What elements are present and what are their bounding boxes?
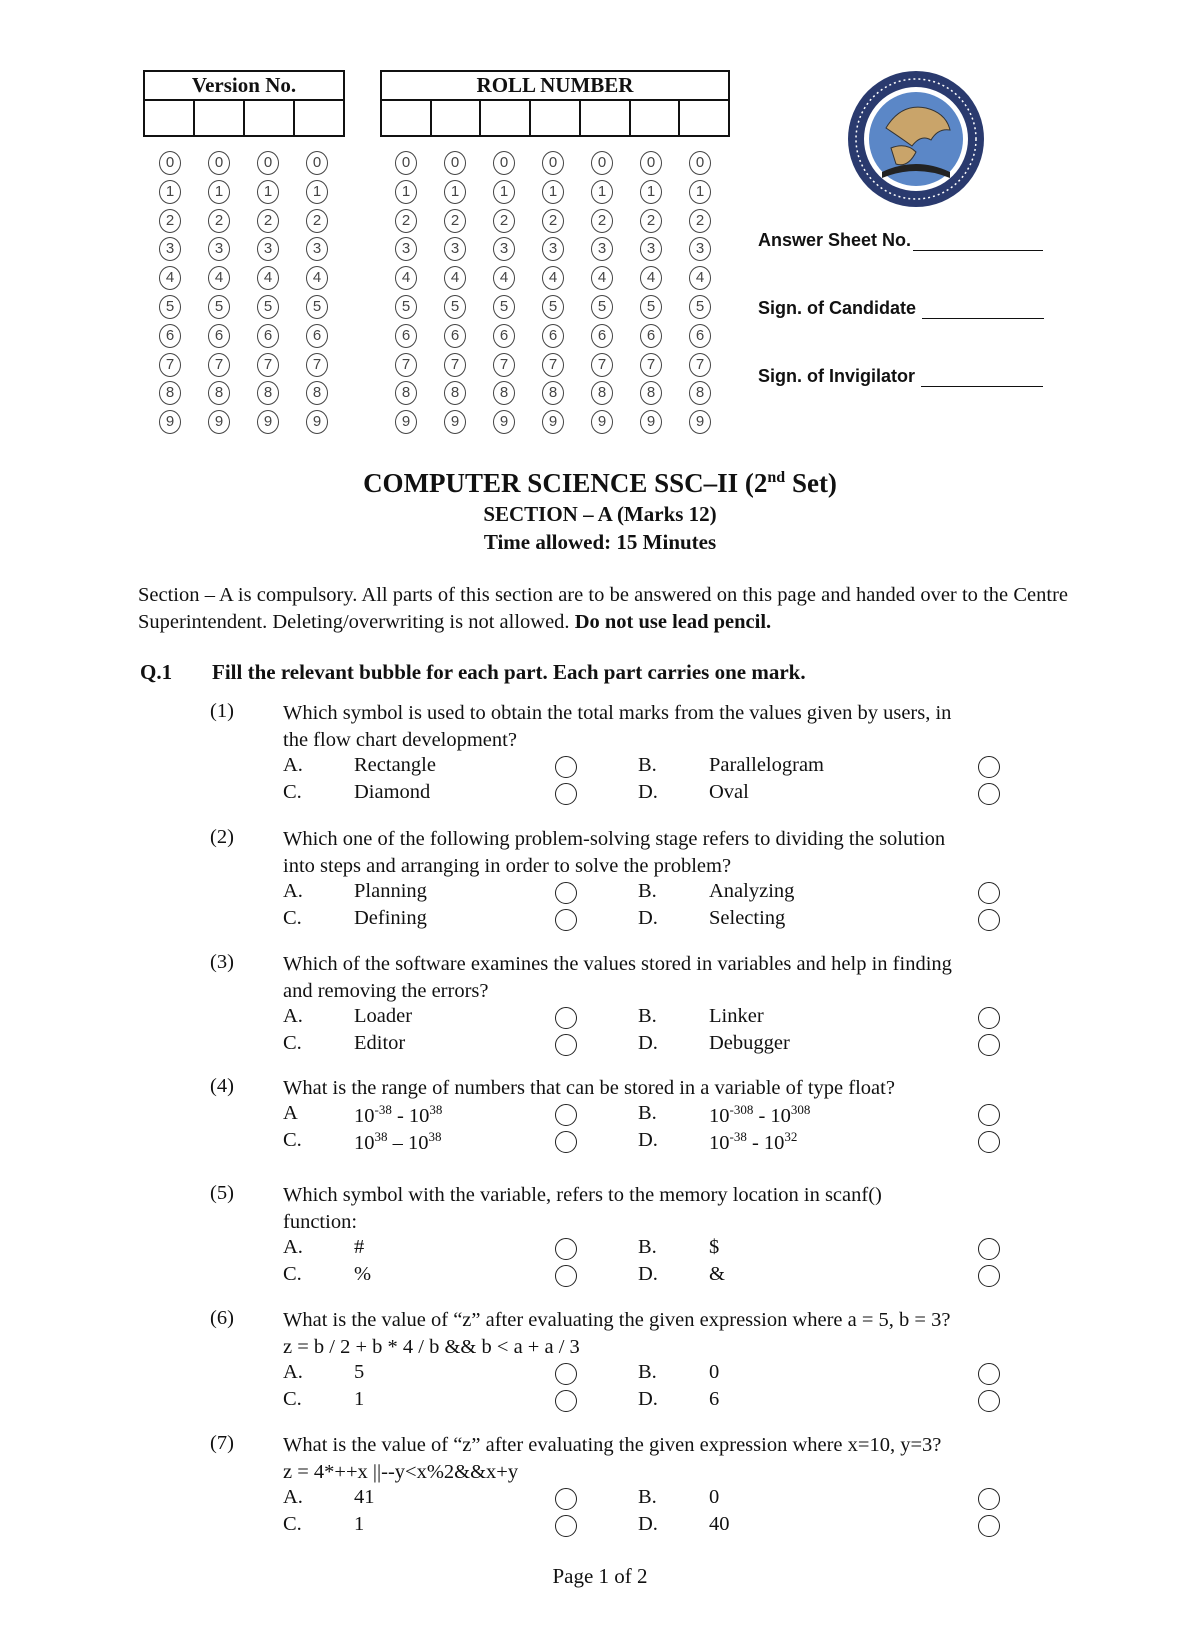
question-text: Which symbol with the variable, refers to the memory location in scanf()	[283, 1184, 882, 1206]
digit-bubble[interactable]: 1	[257, 180, 279, 204]
option-a-bubble[interactable]	[555, 1104, 577, 1126]
option-a-bubble[interactable]	[555, 1007, 577, 1029]
option-a-letter: A.	[283, 754, 303, 776]
digit-bubble[interactable]: 5	[306, 295, 328, 319]
digit-bubble[interactable]: 9	[444, 410, 466, 434]
digit-bubble[interactable]: 9	[689, 410, 711, 434]
question-text: Which one of the following problem-solving stage refers to dividing the solution	[283, 828, 946, 850]
digit-bubble[interactable]: 1	[493, 180, 515, 204]
question-part-number: (1)	[210, 700, 234, 722]
digit-bubble[interactable]: 4	[395, 266, 417, 290]
question-instruction: Fill the relevant bubble for each part. Each part carries one mark.	[212, 660, 806, 684]
digit-bubble[interactable]: 5	[689, 295, 711, 319]
question-part-number: (4)	[210, 1075, 234, 1097]
option-c-letter: C.	[283, 1513, 302, 1535]
option-d-text: Selecting	[709, 907, 786, 929]
option-c-letter: C.	[283, 1263, 302, 1285]
digit-bubble[interactable]: 7	[257, 353, 279, 377]
digit-bubble[interactable]: 0	[640, 151, 662, 175]
version-bubble-column	[157, 151, 183, 439]
digit-bubble[interactable]: 4	[208, 266, 230, 290]
digit-bubble[interactable]: 4	[444, 266, 466, 290]
option-b-letter: B.	[638, 1486, 657, 1508]
digit-bubble[interactable]: 1	[591, 180, 613, 204]
digit-bubble[interactable]: 4	[306, 266, 328, 290]
roll-bubble-column	[393, 151, 419, 439]
board-logo	[846, 68, 986, 210]
digit-bubble[interactable]: 5	[542, 295, 564, 319]
digit-bubble[interactable]: 2	[493, 209, 515, 233]
question-text: What is the value of “z” after evaluating the given expression where a = 5, b = 3?	[283, 1309, 951, 1331]
roll-bubble-column	[442, 151, 468, 439]
digit-bubble[interactable]: 0	[591, 151, 613, 175]
digit-bubble[interactable]: 7	[591, 353, 613, 377]
digit-bubble[interactable]: 9	[591, 410, 613, 434]
option-c-text: 1	[354, 1388, 365, 1410]
roll-digit-cell[interactable]	[481, 101, 531, 135]
option-b-text: $	[709, 1236, 720, 1258]
digit-bubble[interactable]: 3	[689, 237, 711, 261]
digit-bubble[interactable]: 9	[395, 410, 417, 434]
candidate-signature-field[interactable]	[758, 298, 1044, 319]
digit-bubble[interactable]: 3	[208, 237, 230, 261]
version-digit-cell[interactable]	[295, 101, 343, 135]
question-text: Which symbol is used to obtain the total marks from the values given by users, in	[283, 702, 952, 724]
digit-bubble[interactable]: 3	[493, 237, 515, 261]
option-b-bubble[interactable]	[978, 756, 1000, 778]
digit-bubble[interactable]: 2	[208, 209, 230, 233]
digit-bubble[interactable]: 6	[493, 324, 515, 348]
question-text-continued: into steps and arranging in order to solve the problem?	[283, 855, 732, 877]
option-b-letter: B.	[638, 1361, 657, 1383]
digit-bubble[interactable]: 0	[159, 151, 181, 175]
digit-bubble[interactable]: 9	[257, 410, 279, 434]
digit-bubble[interactable]: 2	[689, 209, 711, 233]
roll-digit-cell[interactable]	[631, 101, 681, 135]
option-d-letter: D.	[638, 1513, 658, 1535]
digit-bubble[interactable]: 2	[257, 209, 279, 233]
digit-bubble[interactable]: 8	[542, 381, 564, 405]
option-b-text: Analyzing	[709, 880, 795, 902]
digit-bubble[interactable]: 2	[542, 209, 564, 233]
question-part-number: (2)	[210, 826, 234, 848]
option-a-bubble[interactable]	[555, 882, 577, 904]
question-text-continued: z = b / 2 + b * 4 / b && b < a + a / 3	[283, 1336, 580, 1358]
digit-bubble[interactable]: 2	[159, 209, 181, 233]
digit-bubble[interactable]: 5	[640, 295, 662, 319]
option-a-text: Rectangle	[354, 754, 436, 776]
option-d-letter: D.	[638, 1032, 658, 1054]
digit-bubble[interactable]: 2	[444, 209, 466, 233]
digit-bubble[interactable]: 8	[640, 381, 662, 405]
option-c-letter: C.	[283, 781, 302, 803]
roll-bubble-column	[687, 151, 713, 439]
option-b-bubble[interactable]	[978, 1363, 1000, 1385]
roll-digit-cell[interactable]	[581, 101, 631, 135]
option-d-letter: D.	[638, 1129, 658, 1151]
digit-bubble[interactable]: 6	[444, 324, 466, 348]
digit-bubble[interactable]: 5	[444, 295, 466, 319]
digit-bubble[interactable]: 8	[395, 381, 417, 405]
question-text-continued: and removing the errors?	[283, 980, 489, 1002]
option-c-text: 1	[354, 1513, 365, 1535]
digit-bubble[interactable]: 8	[444, 381, 466, 405]
digit-bubble[interactable]: 7	[689, 353, 711, 377]
roll-digit-cell[interactable]	[531, 101, 581, 135]
digit-bubble[interactable]: 6	[159, 324, 181, 348]
digit-bubble[interactable]: 4	[257, 266, 279, 290]
digit-bubble[interactable]: 8	[689, 381, 711, 405]
option-d-letter: D.	[638, 907, 658, 929]
option-b-letter: B.	[638, 1005, 657, 1027]
option-a-text: 41	[354, 1486, 375, 1508]
version-digit-cell[interactable]	[245, 101, 295, 135]
digit-bubble[interactable]: 5	[208, 295, 230, 319]
digit-bubble[interactable]: 7	[395, 353, 417, 377]
digit-bubble[interactable]: 3	[444, 237, 466, 261]
option-c-bubble[interactable]	[555, 1265, 577, 1287]
digit-bubble[interactable]: 1	[159, 180, 181, 204]
option-c-letter: C.	[283, 1129, 302, 1151]
digit-bubble[interactable]: 0	[444, 151, 466, 175]
digit-bubble[interactable]: 5	[493, 295, 515, 319]
option-c-bubble[interactable]	[555, 1131, 577, 1153]
option-a-letter: A.	[283, 1486, 303, 1508]
option-c-text: Defining	[354, 907, 427, 929]
version-digit-cell[interactable]	[145, 101, 195, 135]
option-c-letter: C.	[283, 907, 302, 929]
roll-bubble-column	[638, 151, 664, 439]
digit-bubble[interactable]: 1	[640, 180, 662, 204]
option-a-letter: A.	[283, 1236, 303, 1258]
digit-bubble[interactable]: 6	[542, 324, 564, 348]
option-d-bubble[interactable]	[978, 783, 1000, 805]
section-heading: SECTION – A (Marks 12)	[483, 502, 717, 526]
digit-bubble[interactable]: 1	[395, 180, 417, 204]
version-bubble-column	[255, 151, 281, 439]
option-d-bubble[interactable]	[978, 1265, 1000, 1287]
question-text-continued: function:	[283, 1211, 358, 1233]
question-part-number: (7)	[210, 1432, 234, 1454]
option-b-bubble[interactable]	[978, 882, 1000, 904]
digit-bubble[interactable]: 8	[159, 381, 181, 405]
digit-bubble[interactable]: 1	[542, 180, 564, 204]
digit-bubble[interactable]: 2	[591, 209, 613, 233]
option-d-letter: D.	[638, 1263, 658, 1285]
question-part-number: (6)	[210, 1307, 234, 1329]
digit-bubble[interactable]: 0	[542, 151, 564, 175]
digit-bubble[interactable]: 8	[208, 381, 230, 405]
digit-bubble[interactable]: 3	[257, 237, 279, 261]
digit-bubble[interactable]: 9	[159, 410, 181, 434]
option-b-text: Linker	[709, 1005, 764, 1027]
option-a-letter: A.	[283, 1361, 303, 1383]
digit-bubble[interactable]: 1	[306, 180, 328, 204]
digit-bubble[interactable]: 9	[640, 410, 662, 434]
roll-digit-cell[interactable]	[432, 101, 482, 135]
answer-sheet-number-field[interactable]	[758, 230, 1043, 251]
option-b-text: Parallelogram	[709, 754, 824, 776]
option-a-text: Loader	[354, 1005, 413, 1027]
option-c-letter: C.	[283, 1388, 302, 1410]
option-b-letter: B.	[638, 1102, 657, 1124]
digit-bubble[interactable]: 2	[640, 209, 662, 233]
roll-bubble-column	[491, 151, 517, 439]
exam-title: COMPUTER SCIENCE SSC–II (2nd Set)	[363, 468, 837, 498]
digit-bubble[interactable]: 5	[159, 295, 181, 319]
digit-bubble[interactable]: 6	[306, 324, 328, 348]
invigilator-signature-field[interactable]	[758, 366, 1043, 387]
digit-bubble[interactable]: 7	[493, 353, 515, 377]
option-b-text: $10^{-308} - 10^{308}$	[709, 1102, 811, 1127]
option-a-text: Planning	[354, 880, 427, 902]
version-digit-cell[interactable]	[195, 101, 245, 135]
question-text: What is the value of “z” after evaluating the given expression where x=10, y=3?	[283, 1434, 942, 1456]
option-a-letter: A.	[283, 1005, 303, 1027]
roll-number-label: ROLL NUMBER	[382, 72, 728, 101]
option-c-text: Diamond	[354, 781, 431, 803]
digit-bubble[interactable]: 8	[591, 381, 613, 405]
digit-bubble[interactable]: 4	[542, 266, 564, 290]
version-number-label: Version No.	[145, 72, 343, 101]
option-d-bubble[interactable]	[978, 1034, 1000, 1056]
digit-bubble[interactable]: 1	[208, 180, 230, 204]
instructions-paragraph: Section – A is compulsory. All parts of this section are to be answered on this page and handed over to the Centre Superintendent. Deleting/overwriting is not allowed. Do not use lead pencil.	[138, 584, 1068, 633]
digit-bubble[interactable]: 8	[257, 381, 279, 405]
option-d-text: 6	[709, 1388, 720, 1410]
question-text: What is the range of numbers that can be stored in a variable of type float?	[283, 1077, 895, 1099]
roll-digit-cell[interactable]	[680, 101, 728, 135]
option-b-bubble[interactable]	[978, 1104, 1000, 1126]
option-a-bubble[interactable]	[555, 1363, 577, 1385]
digit-bubble[interactable]: 4	[493, 266, 515, 290]
digit-bubble[interactable]: 3	[640, 237, 662, 261]
version-bubble-column	[304, 151, 330, 439]
option-c-bubble[interactable]	[555, 1390, 577, 1412]
digit-bubble[interactable]: 4	[591, 266, 613, 290]
digit-bubble[interactable]: 9	[542, 410, 564, 434]
digit-bubble[interactable]: 3	[542, 237, 564, 261]
option-c-text: $10^{38} - 10^{38}$	[354, 1129, 442, 1154]
option-b-bubble[interactable]	[978, 1488, 1000, 1510]
digit-bubble[interactable]: 7	[306, 353, 328, 377]
digit-bubble[interactable]: 7	[444, 353, 466, 377]
option-b-bubble[interactable]	[978, 1007, 1000, 1029]
digit-bubble[interactable]: 0	[208, 151, 230, 175]
digit-bubble[interactable]: 9	[306, 410, 328, 434]
option-d-text: &	[709, 1263, 725, 1285]
digit-bubble[interactable]: 3	[395, 237, 417, 261]
candidate-signature-label: Sign. of Candidate	[758, 298, 917, 318]
question-text: Which of the software examines the values stored in variables and help in finding	[283, 953, 952, 975]
question-part-number: (3)	[210, 951, 234, 973]
option-b-letter: B.	[638, 754, 657, 776]
option-d-bubble[interactable]	[978, 1515, 1000, 1537]
digit-bubble[interactable]: 6	[640, 324, 662, 348]
digit-bubble[interactable]: 5	[591, 295, 613, 319]
digit-bubble[interactable]: 3	[159, 237, 181, 261]
option-b-letter: B.	[638, 880, 657, 902]
option-d-text: Debugger	[709, 1032, 790, 1054]
roll-bubble-column	[589, 151, 615, 439]
option-d-text: Oval	[709, 781, 749, 803]
digit-bubble[interactable]: 7	[208, 353, 230, 377]
digit-bubble[interactable]: 4	[640, 266, 662, 290]
digit-bubble[interactable]: 5	[257, 295, 279, 319]
option-c-text: Editor	[354, 1032, 406, 1054]
answer-sheet-number-label: Answer Sheet No.	[758, 230, 912, 250]
digit-bubble[interactable]: 6	[689, 324, 711, 348]
digit-bubble[interactable]: 5	[395, 295, 417, 319]
digit-bubble[interactable]: 9	[493, 410, 515, 434]
option-c-bubble[interactable]	[555, 1515, 577, 1537]
option-d-text: 40	[709, 1513, 730, 1535]
digit-bubble[interactable]: 4	[689, 266, 711, 290]
question-text-continued: the flow chart development?	[283, 729, 517, 751]
digit-bubble[interactable]: 0	[306, 151, 328, 175]
roll-number-box	[380, 70, 730, 137]
invigilator-signature-label: Sign. of Invigilator	[758, 366, 915, 386]
version-bubble-column	[206, 151, 232, 439]
digit-bubble[interactable]: 4	[159, 266, 181, 290]
digit-bubble[interactable]: 1	[689, 180, 711, 204]
option-d-letter: D.	[638, 1388, 658, 1410]
option-d-bubble[interactable]	[978, 909, 1000, 931]
question-text-continued: z = 4*++x ||--y<x%2&&x+y	[283, 1461, 519, 1483]
option-a-text: 5	[354, 1361, 365, 1383]
roll-digit-cell[interactable]	[382, 101, 432, 135]
digit-bubble[interactable]: 6	[257, 324, 279, 348]
option-d-text: $10^{-38} - 10^{32}$	[709, 1129, 798, 1154]
roll-bubble-column	[540, 151, 566, 439]
option-b-text: 0	[709, 1486, 720, 1508]
digit-bubble[interactable]: 6	[591, 324, 613, 348]
option-a-bubble[interactable]	[555, 1488, 577, 1510]
digit-bubble[interactable]: 0	[493, 151, 515, 175]
version-number-box	[143, 70, 345, 137]
option-b-letter: B.	[638, 1236, 657, 1258]
digit-bubble[interactable]: 2	[306, 209, 328, 233]
digit-bubble[interactable]: 3	[591, 237, 613, 261]
option-c-bubble[interactable]	[555, 783, 577, 805]
option-a-bubble[interactable]	[555, 1238, 577, 1260]
digit-bubble[interactable]: 0	[689, 151, 711, 175]
option-c-letter: C.	[283, 1032, 302, 1054]
digit-bubble[interactable]: 7	[542, 353, 564, 377]
digit-bubble[interactable]: 8	[306, 381, 328, 405]
digit-bubble[interactable]: 0	[395, 151, 417, 175]
option-a-letter: A	[283, 1102, 298, 1124]
digit-bubble[interactable]: 7	[159, 353, 181, 377]
time-allowed: Time allowed: 15 Minutes	[483, 530, 717, 554]
option-c-bubble[interactable]	[555, 909, 577, 931]
option-c-text: %	[354, 1263, 372, 1285]
option-a-bubble[interactable]	[555, 756, 577, 778]
digit-bubble[interactable]: 7	[640, 353, 662, 377]
digit-bubble[interactable]: 9	[208, 410, 230, 434]
option-c-bubble[interactable]	[555, 1034, 577, 1056]
page-number: Page 1 of 2	[552, 1564, 648, 1588]
digit-bubble[interactable]: 6	[395, 324, 417, 348]
option-a-text: $10^{-38} - 10^{38}$	[354, 1102, 443, 1127]
option-b-bubble[interactable]	[978, 1238, 1000, 1260]
digit-bubble[interactable]: 6	[208, 324, 230, 348]
digit-bubble[interactable]: 1	[444, 180, 466, 204]
question-part-number: (5)	[210, 1182, 234, 1204]
option-a-letter: A.	[283, 880, 303, 902]
option-d-letter: D.	[638, 781, 658, 803]
digit-bubble[interactable]: 8	[493, 381, 515, 405]
option-a-text: #	[354, 1236, 365, 1258]
digit-bubble[interactable]: 2	[395, 209, 417, 233]
option-d-bubble[interactable]	[978, 1390, 1000, 1412]
question-number: Q.1	[140, 660, 173, 684]
digit-bubble[interactable]: 3	[306, 237, 328, 261]
option-d-bubble[interactable]	[978, 1131, 1000, 1153]
option-b-text: 0	[709, 1361, 720, 1383]
digit-bubble[interactable]: 0	[257, 151, 279, 175]
